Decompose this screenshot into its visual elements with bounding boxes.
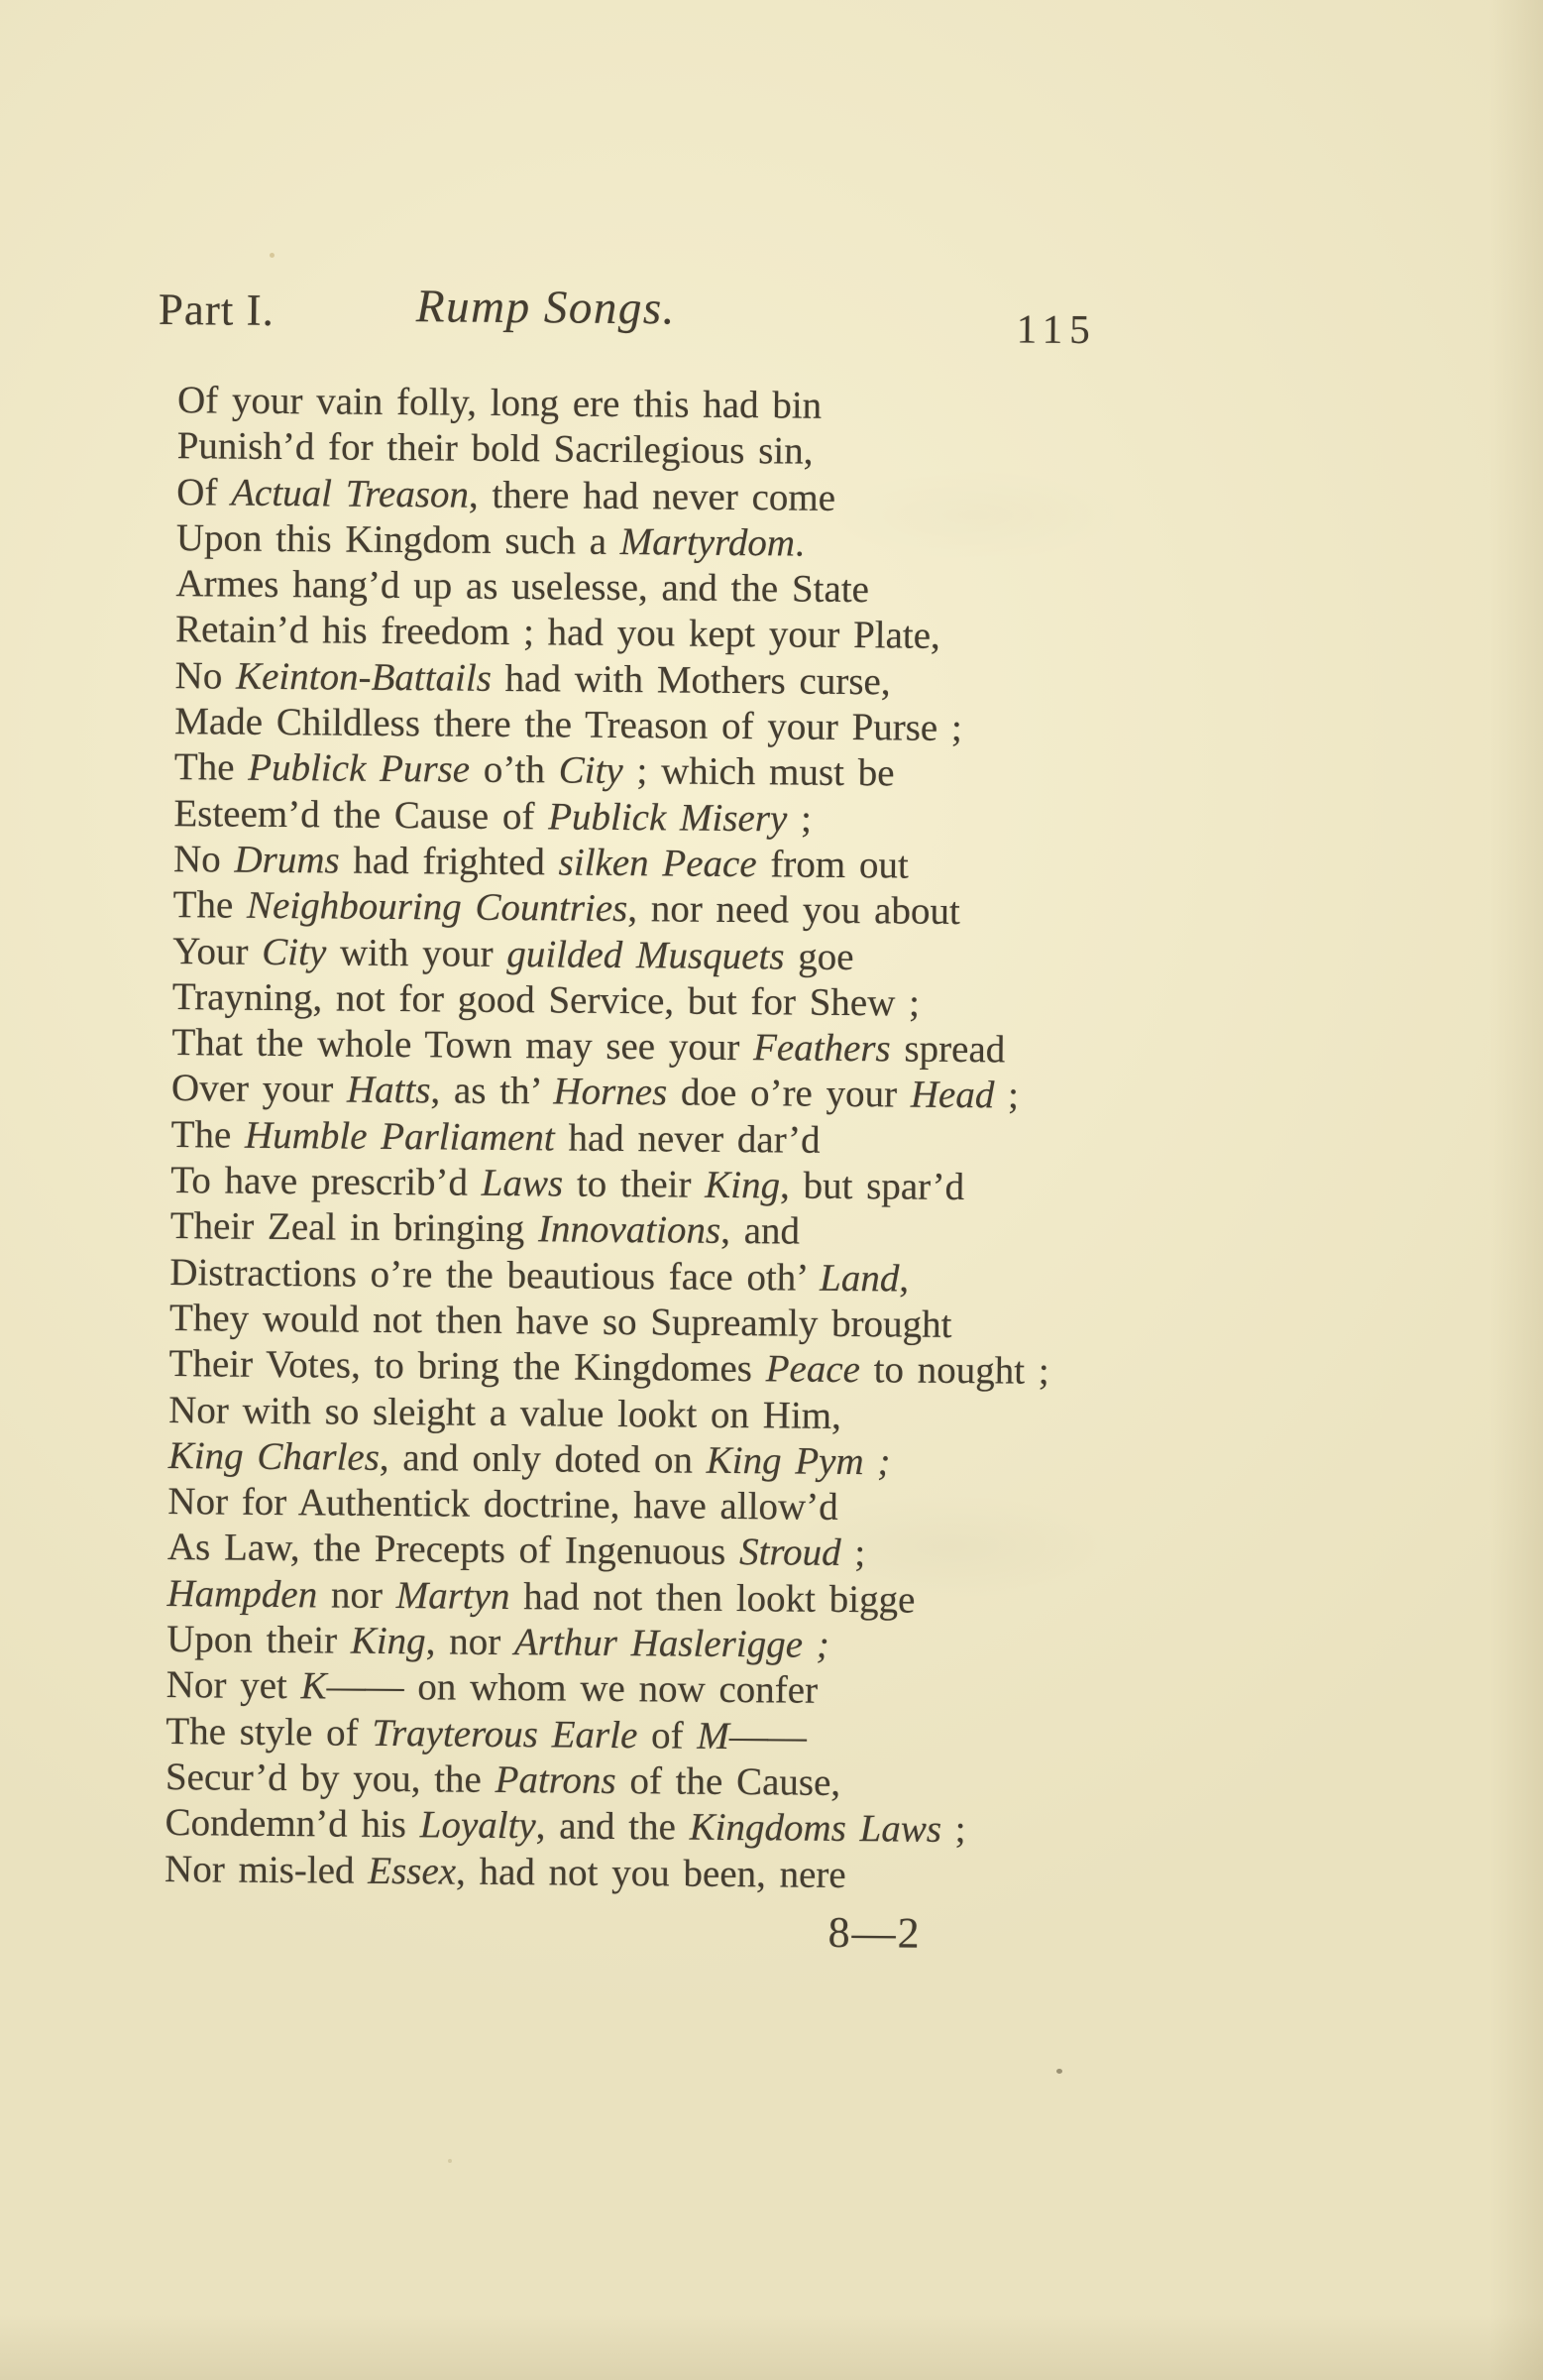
poem-line: Their Zeal in bringing Innovations, and xyxy=(169,1204,801,1253)
poem-line: Distractions o’re the beautious face oth’ Land, xyxy=(169,1250,910,1301)
poem-line: Their Votes, to bring the Kingdomes Peace to nought ; xyxy=(168,1342,1049,1394)
poem xyxy=(165,378,1057,1899)
poem-line: That the whole Town may see your Feathers spread xyxy=(171,1021,1006,1072)
poem-line: They would not then have so Supreamly brought xyxy=(168,1296,952,1346)
poem-line: Punish’d for their bold Sacrilegious sin, xyxy=(176,424,814,473)
part-label: Part I. xyxy=(158,283,276,335)
poem-line: Of Actual Treason, there had never come xyxy=(176,470,836,519)
poem-line: Of your vain folly, long ere this had bin xyxy=(176,379,823,427)
poem-line: To have prescrib’d Laws to their King, but spar’d xyxy=(170,1159,965,1209)
poem-line: Hampden nor Martyn had not then lookt bigge xyxy=(166,1571,916,1622)
poem-line: Nor yet K—— on whom we now confer xyxy=(165,1663,819,1713)
poem-line: The Humble Parliament had never dar’d xyxy=(170,1112,821,1162)
poem-line: Made Childless there the Treason of your Purse ; xyxy=(174,700,963,750)
poem-line: Retain’d his freedom ; had you kept your Plate, xyxy=(174,608,940,658)
poem-line: Esteem’d the Cause of Publick Misery ; xyxy=(173,791,813,841)
poem-line: Upon their King, nor Arthur Haslerigge ; xyxy=(166,1618,829,1666)
signature-mark: 8—2 xyxy=(827,1907,922,1958)
poem-line: Trayning, not for good Service, but for Shew ; xyxy=(171,974,921,1025)
poem-line: The style of Trayterous Earle of M—— xyxy=(165,1709,808,1758)
poem-line: Secur’d by you, the Patrons of the Cause, xyxy=(165,1755,841,1804)
poem-line: No Keinton-Battails had with Mothers curse, xyxy=(174,653,891,704)
poem-line: As Law, the Precepts of Ingenuous Stroud ; xyxy=(166,1526,866,1575)
poem-line: Nor mis-led Essex, had not you been, nere xyxy=(164,1847,846,1896)
running-title: Rump Songs. xyxy=(415,281,677,335)
poem-line: Nor for Authentick doctrine, have allow’d xyxy=(167,1480,838,1530)
paper-speck xyxy=(270,253,275,258)
poem-line: Nor with so sleight a value lookt on Him, xyxy=(168,1388,842,1437)
page-number: 115 xyxy=(1016,305,1097,353)
poem-line: Upon this Kingdom such a Martyrdom. xyxy=(175,515,805,565)
paper-speck xyxy=(448,2159,452,2163)
poem-line: Armes hang’d up as uselesse, and the State xyxy=(175,562,870,612)
poem-line: No Drums had frighted silken Peace from out xyxy=(172,838,909,887)
poem-line: Over your Hatts, as th’ Hornes doe o’re your Head ; xyxy=(170,1067,1020,1117)
paper-speck xyxy=(1056,2069,1062,2074)
poem-line: Condemn’d his Loyalty, and the Kingdoms Laws ; xyxy=(165,1801,966,1852)
poem-line: The Publick Purse o’th City ; which must be xyxy=(173,745,895,795)
poem-line: King Charles, and only doted on King Pym ; xyxy=(167,1433,891,1484)
poem-line: Your City with your guilded Musquets goe xyxy=(172,929,854,978)
poem-line: The Neighbouring Countries, nor need you about xyxy=(172,883,960,934)
